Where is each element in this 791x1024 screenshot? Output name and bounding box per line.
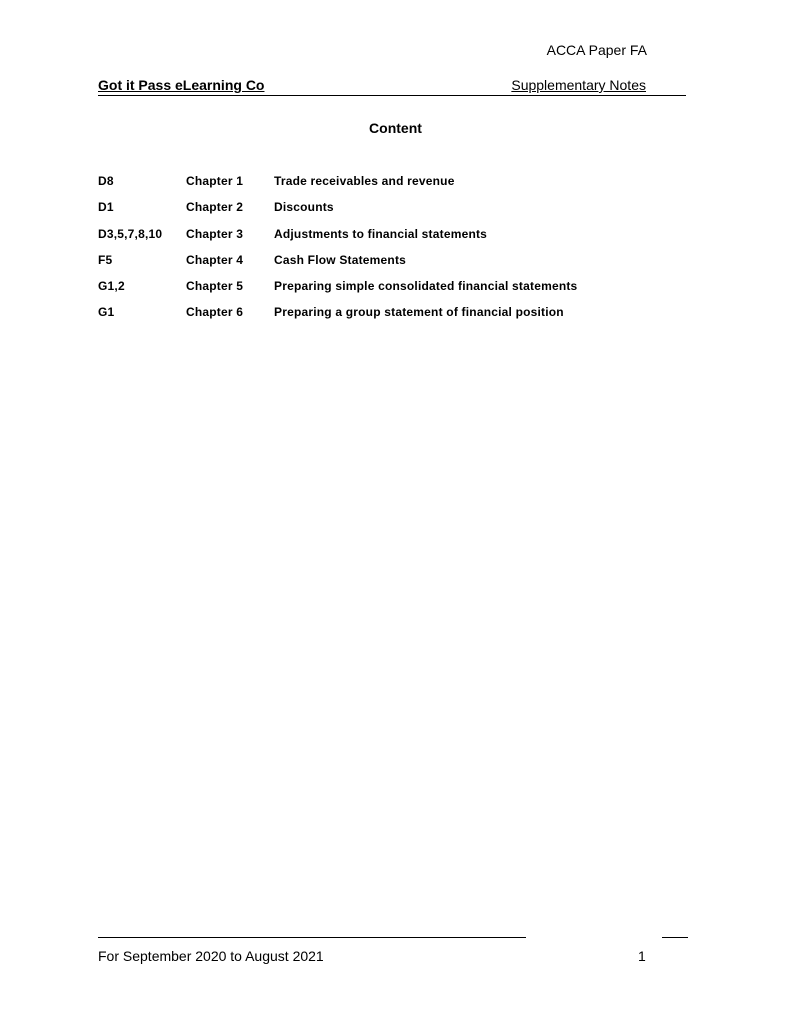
syllabus-code: G1 bbox=[98, 305, 115, 320]
toc-row bbox=[98, 174, 658, 200]
chapter-title: Preparing simple consolidated financial statements bbox=[274, 279, 578, 294]
page-title: Content bbox=[369, 120, 422, 136]
toc-row bbox=[98, 200, 658, 226]
chapter-title: Cash Flow Statements bbox=[274, 252, 407, 267]
chapter-title: Adjustments to financial statements bbox=[274, 226, 488, 241]
toc-row bbox=[98, 227, 658, 253]
chapter-number: Chapter 2 bbox=[186, 200, 244, 215]
toc-row bbox=[98, 253, 658, 279]
footer-period: For September 2020 to August 2021 bbox=[98, 948, 324, 964]
syllabus-code: D8 bbox=[98, 174, 114, 188]
chapter-number: Chapter 5 bbox=[186, 279, 244, 294]
chapter-number: Chapter 1 bbox=[186, 174, 244, 188]
chapter-number: Chapter 3 bbox=[186, 226, 244, 241]
page-header bbox=[98, 77, 686, 96]
footer-divider bbox=[98, 937, 526, 938]
chapter-number: Chapter 4 bbox=[186, 252, 244, 267]
company-name: Got it Pass eLearning Co bbox=[98, 77, 265, 93]
footer-divider-short bbox=[662, 937, 688, 938]
syllabus-code: G1,2 bbox=[98, 279, 125, 294]
table-of-contents bbox=[98, 174, 658, 332]
syllabus-code: D1 bbox=[98, 200, 114, 215]
paper-label: ACCA Paper FA bbox=[546, 42, 647, 58]
chapter-title: Preparing a group statement of financial position bbox=[274, 305, 564, 320]
syllabus-code: F5 bbox=[98, 252, 113, 267]
notes-label: Supplementary Notes bbox=[511, 77, 646, 93]
toc-row bbox=[98, 305, 658, 331]
chapter-title: Trade receivables and revenue bbox=[274, 174, 455, 188]
syllabus-code: D3,5,7,8,10 bbox=[98, 226, 163, 241]
chapter-number: Chapter 6 bbox=[186, 305, 244, 320]
toc-row bbox=[98, 279, 658, 305]
chapter-title: Discounts bbox=[274, 200, 334, 215]
page-number: 1 bbox=[638, 948, 646, 964]
